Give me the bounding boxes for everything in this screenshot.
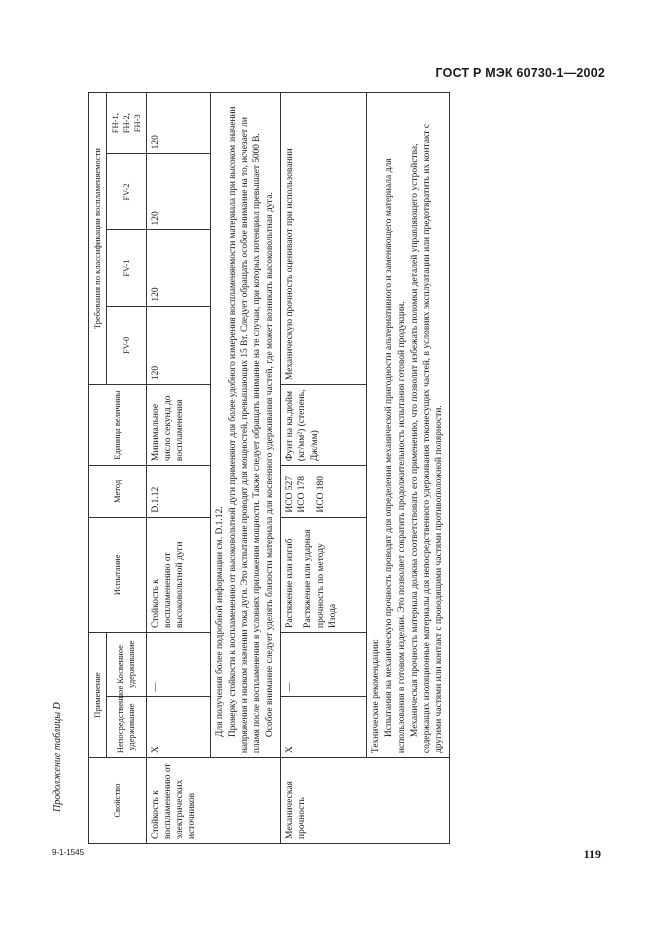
rotated-content [88,92,628,844]
row2-test-b: Растяжение или ударная прочность по методу Изода [303,529,338,628]
row2-property: Механическая прочность [281,758,450,844]
row2-note-paragraph: Испытания на механическую прочность проводят для определения механической пригодности альтернативного и заменяющего материала для использования в готовом изделии. Это позволяет сократить продолжительность испытания готовой продукции. [384,158,407,754]
row2-indirect: — [281,632,367,696]
row2-method-a: ИСО 527 [285,475,296,513]
header-fh-1: FH-1, [109,113,120,134]
row1-note-paragraph: Для получения более подробной информации см. D.1.12. [214,506,225,738]
row2-note [367,93,450,758]
row2-requirement: Механическую прочность оценивают при использовании [281,93,367,385]
header-test: Испытание [89,517,147,632]
row1-fv1: 120 [146,230,210,306]
row2-direct: X [281,696,367,757]
header-application: Применение [89,632,107,757]
header-property: Свойство [89,758,147,844]
table-row-note [210,93,281,844]
header-method: Метод [89,466,147,518]
standard-header: ГОСТ Р МЭК 60730-1—2002 [435,66,605,80]
row1-indirect: — [146,632,210,696]
table-row [146,93,210,844]
row2-method-b: ИСО 178 [297,475,308,513]
row1-fv2: 120 [146,154,210,230]
header-fh [106,93,146,154]
row1-note-paragraph: Проверку стойкости к воспламенению от высоковольтной дуги применяют для более удобного измерения воспламеняемости материала при высоком значении напряжения и низком значении тока дуги. Это испытание проводят для мощностей, превышающих 15 Вт. Следует обращать особое внимание на то, исчезает ли пламя после воспламенения в условиях приложения мощности. Также следует обращать внимание на те случаи, при которых потенциал превышает 5000 В. [227,106,262,754]
row2-test-a: Растяжение или изгиб [285,538,296,628]
row2-test [281,517,367,632]
row2-unit: Фунт на кв.дюйм (кг/мм²) (степень, Дж/мм) [281,385,367,466]
header-unit: Единица величины [89,385,147,466]
properties-table [88,92,450,844]
header-requirements: Требования по классификации воспламеняемости [89,93,107,385]
header-fh-2: FH-2, [120,113,131,134]
table-row [281,93,367,844]
row1-method: D.1.12 [146,466,210,518]
header-fv2: FV-2 [106,154,146,230]
row2-method-c: ИСО 180 [315,475,326,513]
table-continuation-caption: Продолжение таблицы D [52,702,63,812]
row2-note-paragraph: Механическая прочность материала должна соответствовать его применению, что позволит избежать поломки деталей управляющего устройства, содержащих изоляционные материалы для непосредственного удерживания токонесущих частей, в условиях эксплуатации или предотвратить их контакт с другими частями или контакт с проводящими частями противоположной полярности. [409,123,445,754]
header-fh-3: FH-3 [131,114,142,133]
row1-fh: 120 [146,93,210,154]
header-direct: Непосредственное удерживание [106,696,146,757]
row1-direct: X [146,696,210,757]
header-fv0: FV-0 [106,306,146,385]
print-stamp: 9-1-1545 [52,848,85,857]
row1-unit: Минимальное число секунд до воспламенения [146,385,210,466]
row1-property: Стойкость к воспламенению от электрических источников [146,758,281,844]
table-header-row [89,93,107,844]
row2-note-title: Технические рекомендации: [371,638,382,754]
row2-method [281,466,367,518]
table-row-note [367,93,450,844]
header-fv1: FV-1 [106,230,146,306]
page-number: 119 [583,847,601,861]
row1-fv0: 120 [146,306,210,385]
header-indirect: Косвенное удерживание [106,632,146,696]
row1-test: Стойкость к воспламенению от высоковольтной дуги [146,517,210,632]
row1-note [210,93,281,758]
rotated-page-body [88,92,628,844]
row1-note-paragraph: Особое внимание следует уделять близости материала для косвенного удерживания частей, где может возникать высоковольтная дуга. [265,192,276,738]
